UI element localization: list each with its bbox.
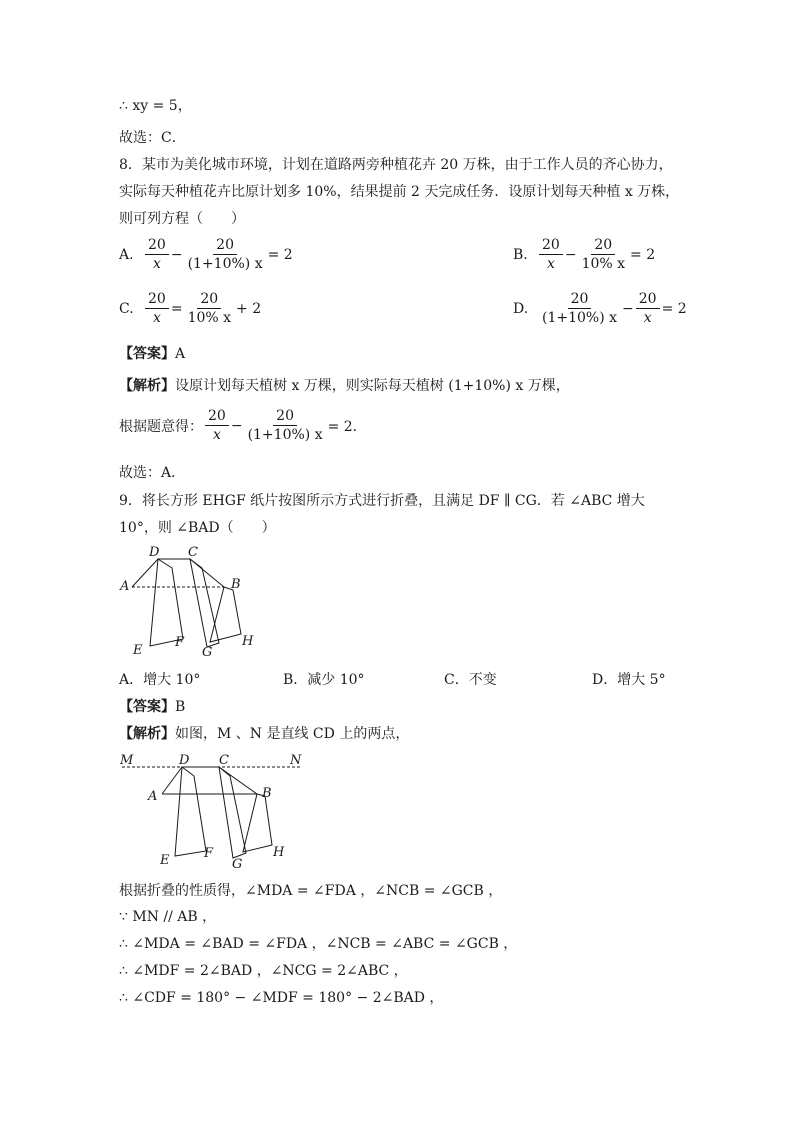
option-letter: B. <box>513 247 528 263</box>
label-d: D <box>179 753 190 768</box>
label-d: D <box>149 545 160 560</box>
label-h: H <box>273 845 285 860</box>
label-a: A <box>120 579 130 594</box>
text-line-xy: ∴ xy = 5， <box>119 98 192 114</box>
q9-answer: 【答案】B <box>119 699 186 715</box>
fraction: $\frac{20}{(1+10\%) x}$ <box>542 291 618 326</box>
fraction: $\frac{20}{(1+10\%) x}$ <box>187 237 263 272</box>
q8-line-3: 则可列方程（ ） <box>119 211 245 227</box>
q8-line-2: 实际每天种植花卉比原计划多 10%，结果提前 2 天完成任务．设原计划每天种植 x 万株， <box>119 184 680 200</box>
label-e: E <box>133 643 143 658</box>
label-a: A <box>148 789 158 804</box>
q8-choose: 故选：A． <box>119 465 186 481</box>
q8-analysis-1: 【解析】设原计划每天植树 x 万棵，则实际每天植树 (1+10%) x 万棵， <box>119 378 570 394</box>
label-e: E <box>160 853 170 868</box>
fraction: $\frac{20}{x}$ <box>145 291 169 327</box>
q9-option-a: A．增大 10° <box>119 672 201 688</box>
q9-line-1: 9．将长方形 EHGF 纸片按图所示方式进行折叠，且满足 DF ∥ CG．若 ∠ABC 增大 <box>119 493 645 509</box>
fraction: $\frac{20}{10\% x}$ <box>581 237 626 272</box>
q8-answer: 【答案】A <box>119 346 186 362</box>
fraction: $\frac{20}{x}$ <box>205 408 229 444</box>
fraction: $\frac{20}{10\% x}$ <box>187 291 232 326</box>
fraction: $\frac{20}{x}$ <box>636 291 660 327</box>
q9-option-c: C．不变 <box>444 672 497 688</box>
q9-option-d: D．增大 5° <box>592 672 666 688</box>
q8-option-a: A. $\frac{20}{x}$ − $\frac{20}{(1+10\%) x}$ = 2 <box>119 237 293 272</box>
label-c: C <box>219 753 229 768</box>
label-f: F <box>204 846 214 861</box>
fold-figure-1 <box>112 542 262 662</box>
q8-line-1: 8．某市为美化城市环境，计划在道路两旁种植花卉 20 万株，由于工作人员的齐心协力， <box>119 157 673 173</box>
q8-option-b: B. $\frac{20}{x}$ − $\frac{20}{10\% x}$ = 2 <box>513 237 656 272</box>
label-c: C <box>188 545 198 560</box>
option-letter: C. <box>119 301 134 317</box>
q9-step-3: ∴ ∠MDA = ∠BAD = ∠FDA ，∠NCB = ∠ABC = ∠GCB ， <box>119 936 518 952</box>
q8-option-d: D. $\frac{20}{(1+10\%) x}$ − $\frac{20}{x}$ = 2 <box>513 291 687 326</box>
option-letter: A. <box>119 247 134 263</box>
q8-option-c: C. $\frac{20}{x}$ = $\frac{20}{10\% x}$ + 2 <box>119 291 262 326</box>
label-n: N <box>290 753 302 768</box>
label-f: F <box>175 635 185 650</box>
label-h: H <box>242 634 254 649</box>
option-letter: D. <box>513 301 529 317</box>
q8-analysis-2: 根据题意得： $\frac{20}{x}$ − $\frac{20}{(1+10\%) x}$ = 2． <box>119 408 367 443</box>
label-g: G <box>202 645 213 660</box>
label-b: B <box>262 786 272 801</box>
fraction: $\frac{20}{(1+10\%) x}$ <box>247 408 323 443</box>
label-m: M <box>120 753 134 768</box>
label-b: B <box>231 577 241 592</box>
q9-step-4: ∴ ∠MDF = 2∠BAD ，∠NCG = 2∠ABC ， <box>119 963 408 979</box>
fraction: $\frac{20}{x}$ <box>539 237 563 273</box>
q9-step-2: ∵ MN // AB ， <box>119 909 217 925</box>
q9-step-5: ∴ ∠CDF = 180° − ∠MDF = 180° − 2∠BAD ， <box>119 990 444 1006</box>
q9-option-b: B．减少 10° <box>283 672 365 688</box>
fraction: $\frac{20}{x}$ <box>145 237 169 273</box>
q9-analysis-1: 【解析】如图，M 、N 是直线 CD 上的两点， <box>119 726 410 742</box>
q9-step-1: 根据折叠的性质得，∠MDA = ∠FDA ，∠NCB = ∠GCB ， <box>119 883 503 899</box>
text-line-choose-c: 故选：C． <box>119 130 186 146</box>
q9-line-2: 10°，则 ∠BAD（ ） <box>119 520 276 536</box>
label-g: G <box>232 857 243 872</box>
fold-figure-2 <box>112 748 322 872</box>
